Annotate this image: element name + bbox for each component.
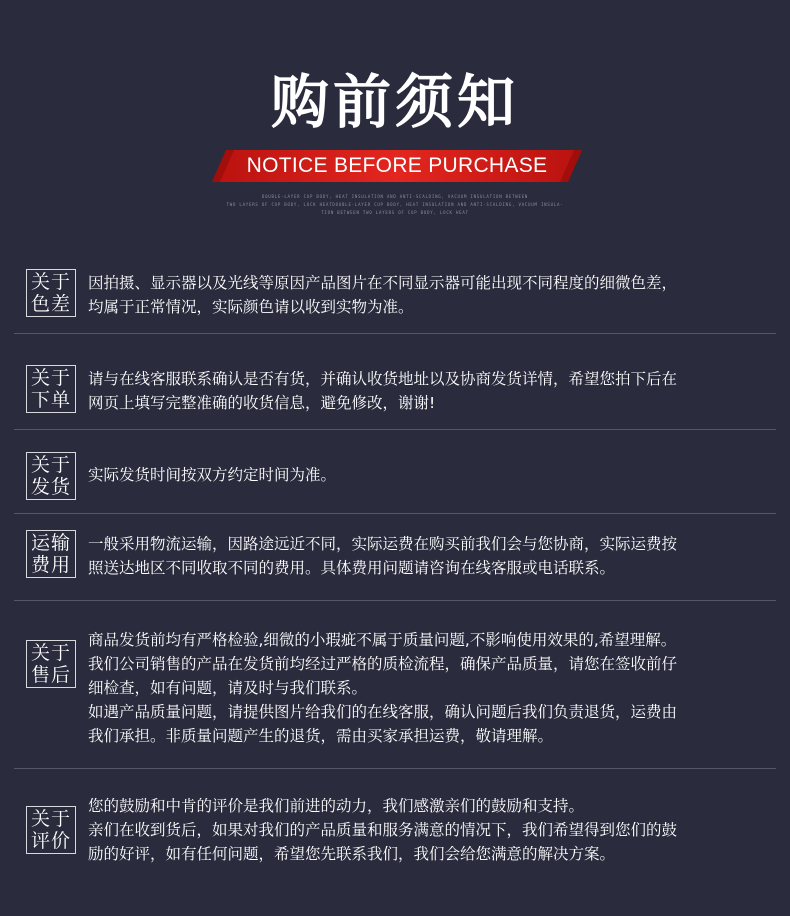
section-label-text: 色差 [30,293,71,315]
content-line: 实际发货时间按双方约定时间为准。 [88,466,337,484]
section-label-text: 关于 [30,454,71,476]
header [0,0,790,240]
content-line: 请与在线客服联系确认是否有货，并确认收货地址以及协商发货详情，希望您拍下后在 [88,370,678,388]
section-label-text: 关于 [30,808,71,830]
fine-print-line: TWO LAYERS OF CUP BODY, LOCK HEATDOUBLE-LAYER CUP BODY, HEAT INSULATION AND ANTI-SCALDING, VACUUM INSULA- [226,202,564,207]
section-label-shipping [26,452,76,500]
section-label-text: 运输 [30,532,71,554]
content-line: 照送达地区不同收取不同的费用。具体费用问题请咨询在线客服或电话联系。 [88,559,616,577]
content-line: 我们承担。非质量问题产生的退货，需由买家承担运费，敬请理解。 [88,727,554,745]
section-label-after-sales [26,640,76,688]
banner-text: NOTICE BEFORE PURCHASE [246,154,548,177]
section-content-reviews [88,794,748,866]
section-label-text: 关于 [30,642,71,664]
content-line: 您的鼓励和中肯的评价是我们前进的动力，我们感激亲们的鼓励和支持。 [88,797,585,815]
divider [14,513,776,514]
section-label-text: 下单 [30,389,71,411]
section-label-text: 售后 [30,664,71,686]
divider [14,429,776,430]
content-line: 细检查，如有问题，请及时与我们联系。 [88,679,368,697]
section-content-freight [88,532,748,580]
section-content-color-difference [88,271,748,319]
divider [14,333,776,334]
section-label-ordering [26,365,76,413]
section-label-freight [26,530,76,578]
section-content-after-sales [88,628,748,748]
content-line: 一般采用物流运输，因路途远近不同，实际运费在购买前我们会与您协商，实际运费按 [88,535,678,553]
content-line: 励的好评，如有任何问题，希望您先联系我们，我们会给您满意的解决方案。 [88,845,616,863]
section-content-ordering [88,367,748,415]
section-label-text: 关于 [30,367,71,389]
section-label-color-difference [26,269,76,317]
section-label-text: 评价 [30,830,71,852]
section-label-text: 关于 [30,271,71,293]
content-line: 网页上填写完整准确的收货信息，避免修改，谢谢! [88,394,436,412]
notice-banner [212,150,582,182]
content-line: 因拍摄、显示器以及光线等原因产品图片在不同显示器可能出现不同程度的细微色差， [88,274,678,292]
section-content-shipping [88,463,748,487]
content-line: 我们公司销售的产品在发货前均经过严格的质检流程，确保产品质量，请您在签收前仔 [88,655,678,673]
page-title: 购前须知 [270,68,519,136]
section-label-text: 发货 [30,476,71,498]
fine-print-line: TION BETWEEN TWO LAYERS OF CUP BODY, LOCK HEAT [321,210,469,215]
fine-print-line: DOUBLE-LAYER CUP BODY, HEAT INSULATION AND ANTI-SCALDING, VACUUM INSULATION BETWEEN [261,194,529,199]
section-label-reviews [26,806,76,854]
section-label-text: 费用 [30,554,71,576]
content-line: 如遇产品质量问题，请提供图片给我们的在线客服，确认问题后我们负责退货，运费由 [88,703,678,721]
content-line: 商品发货前均有严格检验,细微的小瑕疵不属于质量问题,不影响使用效果的,希望理解。 [88,631,677,649]
divider [14,768,776,769]
divider [14,600,776,601]
content-line: 亲们在收到货后，如果对我们的产品质量和服务满意的情况下，我们希望得到您们的鼓 [88,821,678,839]
content-line: 均属于正常情况，实际颜色请以收到实物为准。 [88,298,414,316]
